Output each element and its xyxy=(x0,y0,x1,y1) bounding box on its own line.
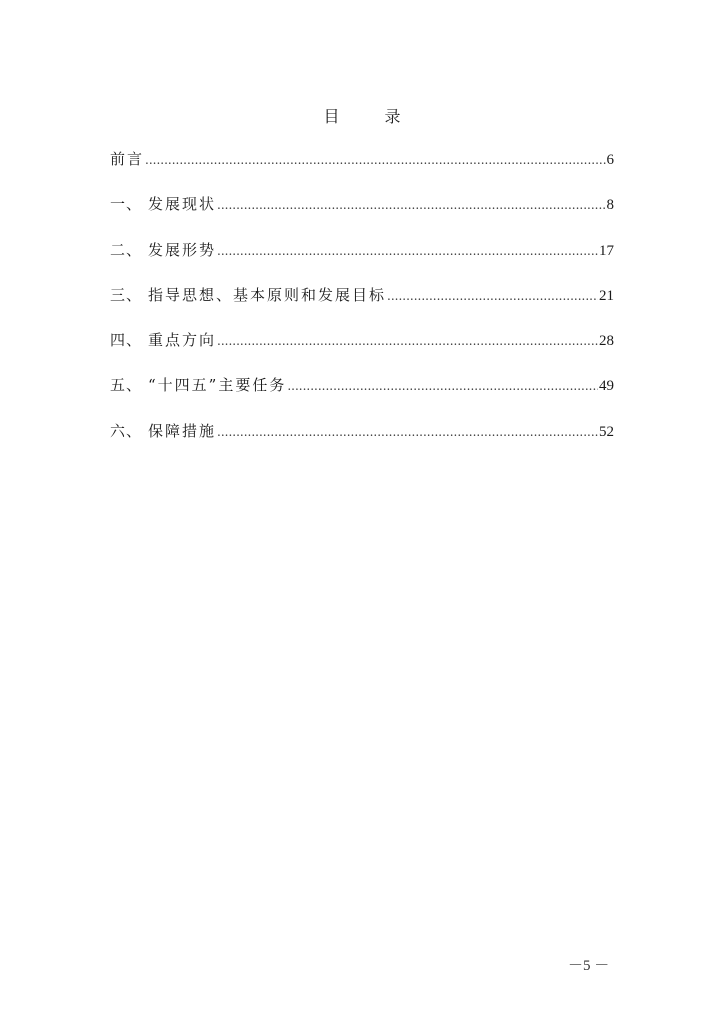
toc-entry-page: 6 xyxy=(606,152,614,168)
toc-entry-number: 二、 xyxy=(110,240,143,259)
toc-dot-leader xyxy=(387,285,598,307)
toc-entry-title: 发展现状 xyxy=(148,195,217,214)
toc-entry-number: 六、 xyxy=(110,421,143,440)
toc-entry-title: 前言 xyxy=(110,150,145,168)
toc-entry-page: 49 xyxy=(599,378,614,395)
toc-entry-title: 重点方向 xyxy=(148,331,217,350)
toc-entry-4[interactable] xyxy=(110,329,614,374)
toc-entry-5[interactable] xyxy=(110,374,614,419)
toc-entry-number: 五、 xyxy=(110,376,143,395)
toc-entry-title: 保障措施 xyxy=(148,421,217,440)
toc-entry-page: 17 xyxy=(599,242,614,259)
toc-entry-3[interactable] xyxy=(110,284,614,329)
toc-dot-leader xyxy=(217,194,605,216)
toc-entry-title: “十四五”主要任务 xyxy=(148,376,287,395)
page-number-footer: －5 － xyxy=(568,958,610,974)
toc-entry-number: 四、 xyxy=(110,331,143,350)
toc-entry-2[interactable] xyxy=(110,239,614,284)
toc-entry-page: 52 xyxy=(599,423,614,440)
toc-entry-number: 一、 xyxy=(110,195,143,214)
toc-entry-page: 21 xyxy=(599,287,614,304)
table-of-contents xyxy=(110,148,614,465)
toc-dot-leader xyxy=(145,149,605,171)
toc-entry-number: 三、 xyxy=(110,285,143,304)
toc-entry-6[interactable] xyxy=(110,420,614,465)
toc-entry-page: 28 xyxy=(599,333,614,350)
toc-entry-1[interactable] xyxy=(110,193,614,238)
toc-dot-leader xyxy=(217,421,598,443)
toc-title: 目 录 xyxy=(323,107,421,126)
toc-dot-leader xyxy=(217,330,598,352)
toc-entry-preface[interactable] xyxy=(110,148,614,193)
toc-entry-page: 8 xyxy=(606,197,614,214)
toc-dot-leader xyxy=(217,240,598,262)
toc-entry-title: 指导思想、基本原则和发展目标 xyxy=(148,285,387,304)
toc-dot-leader xyxy=(287,375,598,397)
toc-entry-title: 发展形势 xyxy=(148,240,217,259)
